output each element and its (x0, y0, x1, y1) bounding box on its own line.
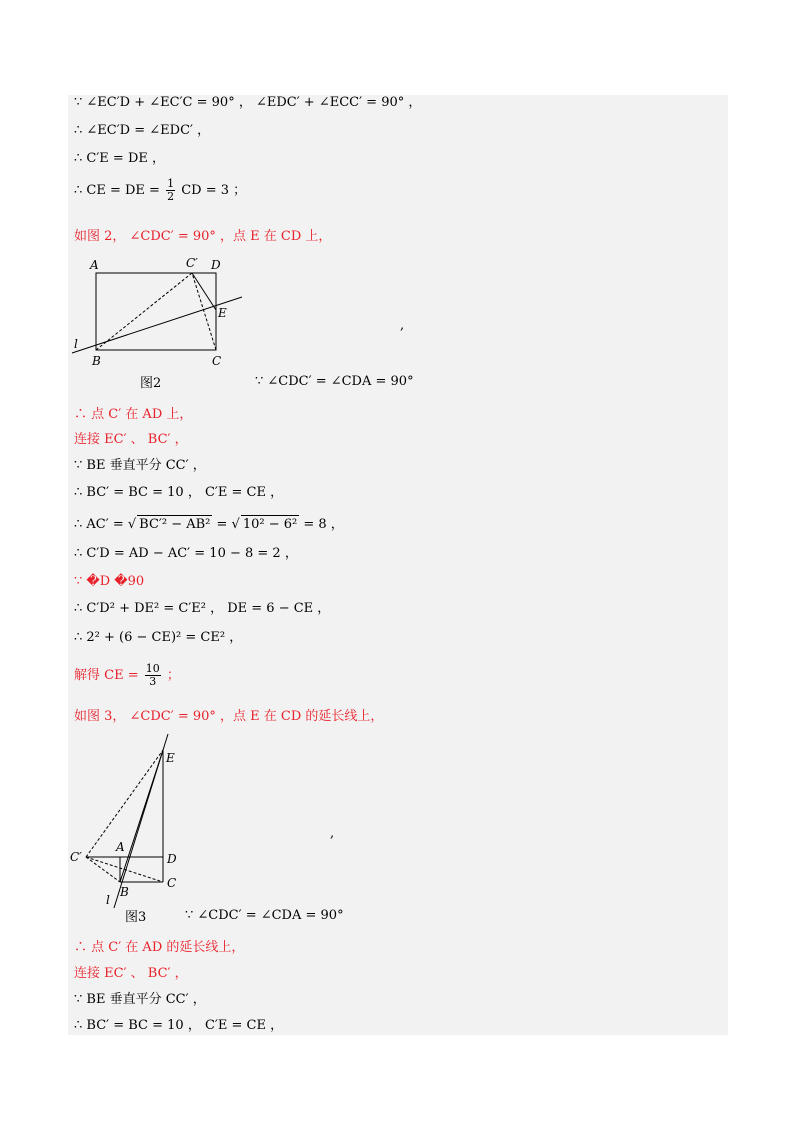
label-c-prime: C′ (186, 256, 198, 270)
line-16-pre: 解得 CE = (74, 668, 143, 683)
line-10: ∴ BC′ = BC = 10 ， C′E = CE ， (74, 485, 284, 500)
label-b: B (120, 885, 129, 899)
label-c: C (212, 354, 222, 368)
line-12: ∴ C′D = AD − AC′ = 10 − 8 = 2 ， (74, 546, 298, 561)
figure-3 (68, 732, 198, 912)
line-11-post: = 8 ， (299, 517, 344, 532)
stray-comma-2: , (330, 826, 335, 841)
fraction-half (166, 178, 175, 203)
label-b: B (92, 354, 101, 368)
fraction-ten-thirds (145, 663, 161, 688)
figure-2 (70, 255, 250, 370)
segment-be (120, 750, 163, 882)
line-6: ∵ ∠CDC′ = ∠CDA = 90° (255, 374, 414, 389)
line-11-pre: ∴ AC′ = (74, 517, 128, 532)
label-a: A (116, 840, 125, 854)
line-13 (74, 573, 144, 591)
figure-3-caption: 图3 (125, 910, 147, 925)
label-l: l (74, 337, 78, 351)
dashed-bc-prime (96, 273, 192, 350)
line-4 (74, 178, 246, 203)
label-c-prime: C′ (70, 850, 82, 864)
line-3: ∴ C′E = DE ， (74, 151, 165, 166)
figure-2-caption: 图2 (140, 376, 162, 391)
line-8: 连接 EC′ 、 BC′ ， (74, 432, 188, 447)
label-d: D (211, 258, 221, 272)
line-9: ∵ BE 垂直平分 CC′ ， (74, 458, 206, 473)
line-5-fig2-intro: 如图 2， ∠CDC′ = 90° ，点 E 在 CD 上， (74, 229, 332, 244)
dashed-c-prime-c (86, 857, 163, 882)
line-22: ∴ BC′ = BC = 10 ， C′E = CE ， (74, 1018, 284, 1033)
label-l: l (106, 893, 110, 907)
line-4-pre: ∴ CE = DE = (74, 183, 165, 198)
line-15: ∴ 2² + (6 − CE)² = CE² ， (74, 630, 243, 645)
segment-c-prime-e (192, 273, 216, 310)
fraction-den: 3 (149, 675, 157, 688)
line-11: ∴ AC′ = √ BC′² − AB² = √ 10² − 6² = 8 ， (74, 517, 344, 532)
line-19: ∴ 点 C′ 在 AD 的延长线上， (74, 940, 245, 955)
line-16 (74, 663, 180, 688)
line-20: 连接 EC′ 、 BC′ ， (74, 966, 188, 981)
dashed-cc-prime (192, 273, 216, 350)
line-17-fig3-intro: 如图 3， ∠CDC′ = 90° ，点 E 在 CD 的延长线上， (74, 709, 384, 724)
label-e: E (218, 306, 227, 320)
line-2: ∴ ∠EC′D = ∠EDC′ ， (74, 123, 211, 138)
fraction-num: 1 (167, 177, 175, 190)
line-14: ∴ C′D² + DE² = C′E² ， DE = 6 − CE ， (74, 601, 331, 616)
label-c: C (167, 876, 177, 890)
stray-comma-1: , (400, 318, 405, 333)
line-11-mid: = (212, 517, 232, 532)
line-4-post: CD = 3 ； (177, 183, 247, 198)
line-13-text: ∵ �D �90 (74, 574, 145, 589)
line-7: ∴ 点 C′ 在 AD 上， (74, 407, 193, 422)
sqrt-1: BC′² − AB² (139, 517, 211, 532)
label-e: E (166, 751, 175, 765)
line-16-post: ； (162, 668, 180, 683)
label-a: A (90, 258, 99, 272)
line-18: ∵ ∠CDC′ = ∠CDA = 90° (185, 908, 344, 923)
line-21: ∵ BE 垂直平分 CC′ ， (74, 992, 206, 1007)
fraction-num: 10 (145, 662, 160, 675)
label-d: D (167, 852, 177, 866)
line-1: ∵ ∠EC′D + ∠EC′C = 90° ， ∠EDC′ + ∠ECC′ = 90° ， (74, 95, 422, 110)
dashed-c-prime-b (86, 857, 120, 882)
sqrt-2: 10² − 6² (242, 517, 298, 532)
fraction-den: 2 (167, 190, 175, 203)
